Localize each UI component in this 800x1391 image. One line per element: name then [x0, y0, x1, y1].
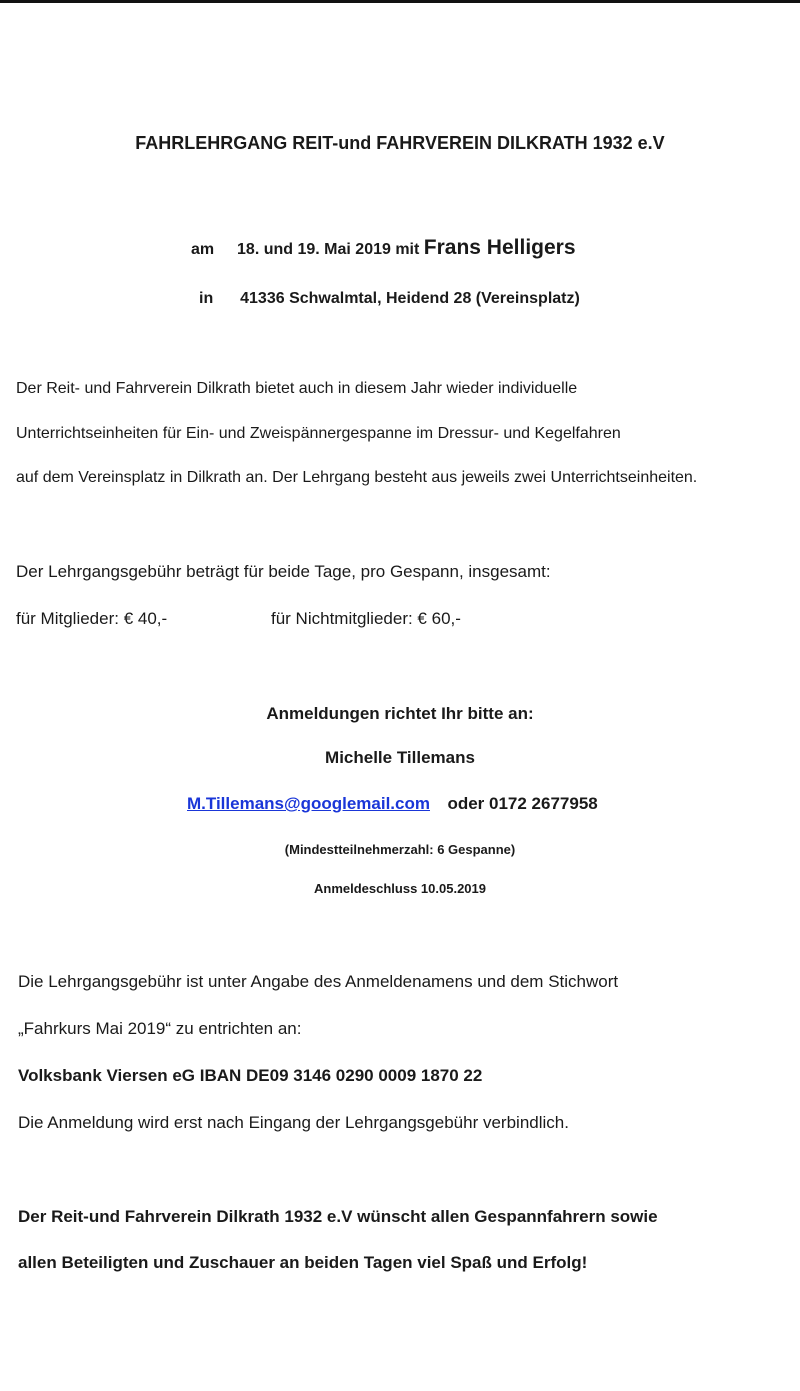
top-border [0, 0, 800, 3]
contact-name: Michelle Tillemans [325, 748, 475, 767]
email-link[interactable]: M.Tillemans@googlemail.com [187, 794, 430, 813]
event-location: 41336 Schwalmtal, Heidend 28 (Vereinsplatz) [240, 290, 580, 307]
intro-line-1: Der Reit- und Fahrverein Dilkrath bietet auch in diesem Jahr wieder individuelle [16, 380, 578, 397]
bank-details: Volksbank Viersen eG IBAN DE09 3146 0290 0009 1870 22 [18, 1066, 483, 1085]
registration-heading: Anmeldungen richtet Ihr bitte an: [266, 704, 534, 723]
min-participants: (Mindestteilnehmerzahl: 6 Gespanne) [284, 842, 516, 857]
contact-line [187, 795, 598, 812]
closing-line-1: Der Reit-und Fahrverein Dilkrath 1932 e.V wünscht allen Gespannfahrern sowie [18, 1207, 658, 1226]
phone-text: oder 0172 2677958 [447, 794, 598, 813]
event-date-line [191, 237, 576, 258]
document-title: FAHRLEHRGANG REIT-und FAHRVEREIN DILKRATH 1932 e.V [135, 133, 665, 153]
fee-heading: Der Lehrgangsgebühr beträgt für beide Tage, pro Gespann, insgesamt: [16, 562, 551, 581]
event-location-line [199, 291, 580, 307]
fee-members: für Mitglieder: € 40,- [16, 609, 168, 628]
event-date: 18. und 19. Mai 2019 mit [237, 241, 420, 258]
trainer-name: Frans Helligers [423, 236, 576, 259]
am-label: am [191, 241, 215, 258]
fee-non-members: für Nichtmitglieder: € 60,- [271, 609, 461, 628]
payment-line-2: „Fahrkurs Mai 2019“ zu entrichten an: [18, 1019, 302, 1038]
closing-line-2: allen Beteiligten und Zuschauer an beiden Tagen viel Spaß und Erfolg! [18, 1253, 588, 1272]
intro-line-3: auf dem Vereinsplatz in Dilkrath an. Der Lehrgang besteht aus jeweils zwei Unterrichtseinheiten. [16, 469, 698, 486]
payment-line-3: Die Anmeldung wird erst nach Eingang der Lehrgangsgebühr verbindlich. [18, 1113, 569, 1132]
in-label: in [199, 290, 214, 307]
intro-line-2: Unterrichtseinheiten für Ein- und Zweispännergespanne im Dressur- und Kegelfahren [16, 425, 621, 442]
registration-deadline: Anmeldeschluss 10.05.2019 [314, 881, 486, 896]
payment-line-1: Die Lehrgangsgebühr ist unter Angabe des Anmeldenamens und dem Stichwort [18, 972, 619, 991]
